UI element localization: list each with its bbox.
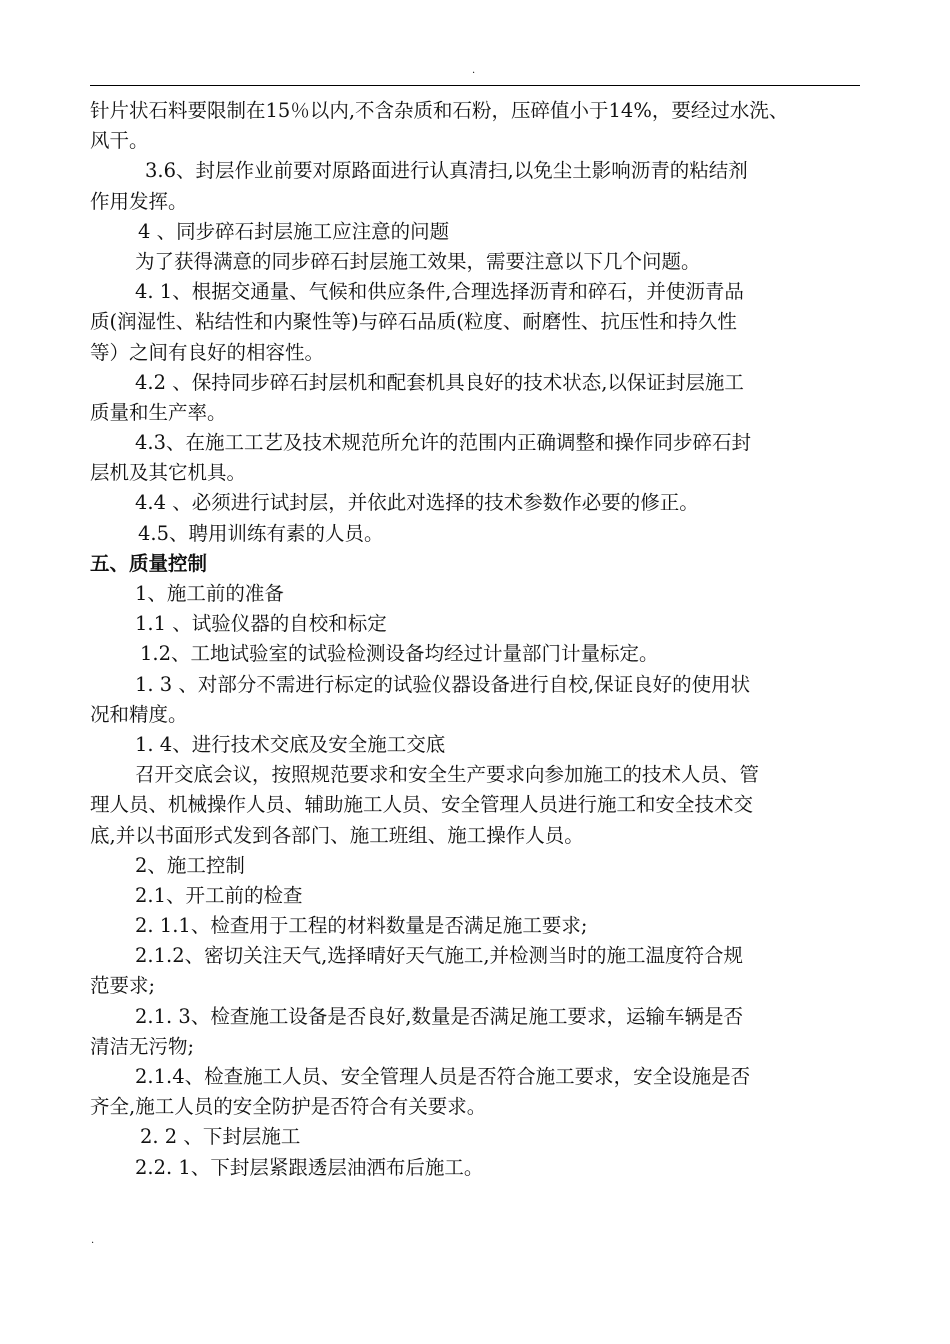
text-line: 1.2、工地试验室的试验检测设备均经过计量部门计量标定。 bbox=[140, 642, 659, 666]
header-mark: . bbox=[472, 65, 476, 76]
header-rule bbox=[90, 85, 860, 86]
text-line: 4.3、在施工工艺及技术规范所允许的范围内正确调整和操作同步碎石封 bbox=[135, 431, 752, 455]
text-line: 召开交底会议，按照规范要求和安全生产要求向参加施工的技术人员、管 bbox=[135, 763, 760, 787]
text-line: 质量和生产率。 bbox=[90, 400, 227, 424]
text-line: 1.1 、试验仪器的自校和标定 bbox=[135, 612, 387, 636]
text-line: 理人员、机械操作人员、辅助施工人员、安全管理人员进行施工和安全技术交 bbox=[90, 793, 754, 817]
text-line: 2.1. 3、检查施工设备是否良好,数量是否满足施工要求，运输车辆是否 bbox=[135, 1004, 744, 1028]
text-line: 风干。 bbox=[90, 129, 149, 153]
text-line: 4.5、聘用训练有素的人员。 bbox=[138, 521, 384, 545]
text-line: 况和精度。 bbox=[90, 702, 188, 726]
text-line: 为了获得满意的同步碎石封层施工效果，需要注意以下几个问题。 bbox=[135, 249, 701, 273]
text-line: 2.2. 1、下封层紧跟透层油洒布后施工。 bbox=[135, 1155, 484, 1179]
text-line: 1、施工前的准备 bbox=[135, 582, 284, 605]
text-line: 底,并以书面形式发到各部门、施工班组、施工操作人员。 bbox=[90, 823, 584, 847]
section-heading: 五、质量控制 bbox=[90, 551, 208, 575]
text-line: 2. 2 、下封层施工 bbox=[140, 1125, 301, 1149]
text-line: 作用发挥。 bbox=[90, 189, 188, 213]
text-line: 2.1.4、检查施工人员、安全管理人员是否符合施工要求，安全设施是否 bbox=[135, 1065, 751, 1088]
text-line: 4.4 、必须进行试封层，并依此对选择的技术参数作必要的修正。 bbox=[135, 491, 699, 515]
text-line: 2、施工控制 bbox=[135, 853, 245, 877]
text-line: 2. 1.1、检查用于工程的材料数量是否满足施工要求; bbox=[135, 914, 588, 938]
text-line: 层机及其它机具。 bbox=[90, 461, 247, 485]
text-line: 等）之间有良好的相容性。 bbox=[90, 340, 325, 364]
text-line: 针片状石料要限制在15％以内,不含杂质和石粉，压碎值小于14%，要经过水洗、 bbox=[90, 99, 789, 122]
text-line: 清洁无污物; bbox=[90, 1034, 195, 1058]
text-line: 1. 3 、对部分不需进行标定的试验仪器设备进行自校,保证良好的使用状 bbox=[135, 672, 751, 696]
text-line: 4.2 、保持同步碎石封层机和配套机具良好的技术状态,以保证封层施工 bbox=[135, 370, 744, 394]
document-body bbox=[90, 96, 860, 1183]
text-line: 1. 4、进行技术交底及安全施工交底 bbox=[135, 732, 446, 756]
text-line: 4. 1、根据交通量、气候和供应条件,合理选择沥青和碎石，并使沥青品 bbox=[135, 280, 744, 304]
text-line: 2.1、开工前的检查 bbox=[135, 883, 303, 907]
text-line: 范要求; bbox=[90, 974, 156, 998]
text-line: 4 、同步碎石封层施工应注意的问题 bbox=[138, 219, 450, 243]
text-line: 3.6、封层作业前要对原路面进行认真清扫,以免尘土影响沥青的粘结剂 bbox=[145, 159, 748, 183]
text-line: 质(润湿性、粘结性和内聚性等)与碎石品质(粒度、耐磨性、抗压性和持久性 bbox=[90, 310, 737, 334]
text-line: 齐全,施工人员的安全防护是否符合有关要求。 bbox=[90, 1095, 487, 1119]
footer-mark: . bbox=[91, 1235, 95, 1246]
text-line: 2.1.2、密切关注天气,选择晴好天气施工,并检测当时的施工温度符合规 bbox=[135, 944, 744, 968]
